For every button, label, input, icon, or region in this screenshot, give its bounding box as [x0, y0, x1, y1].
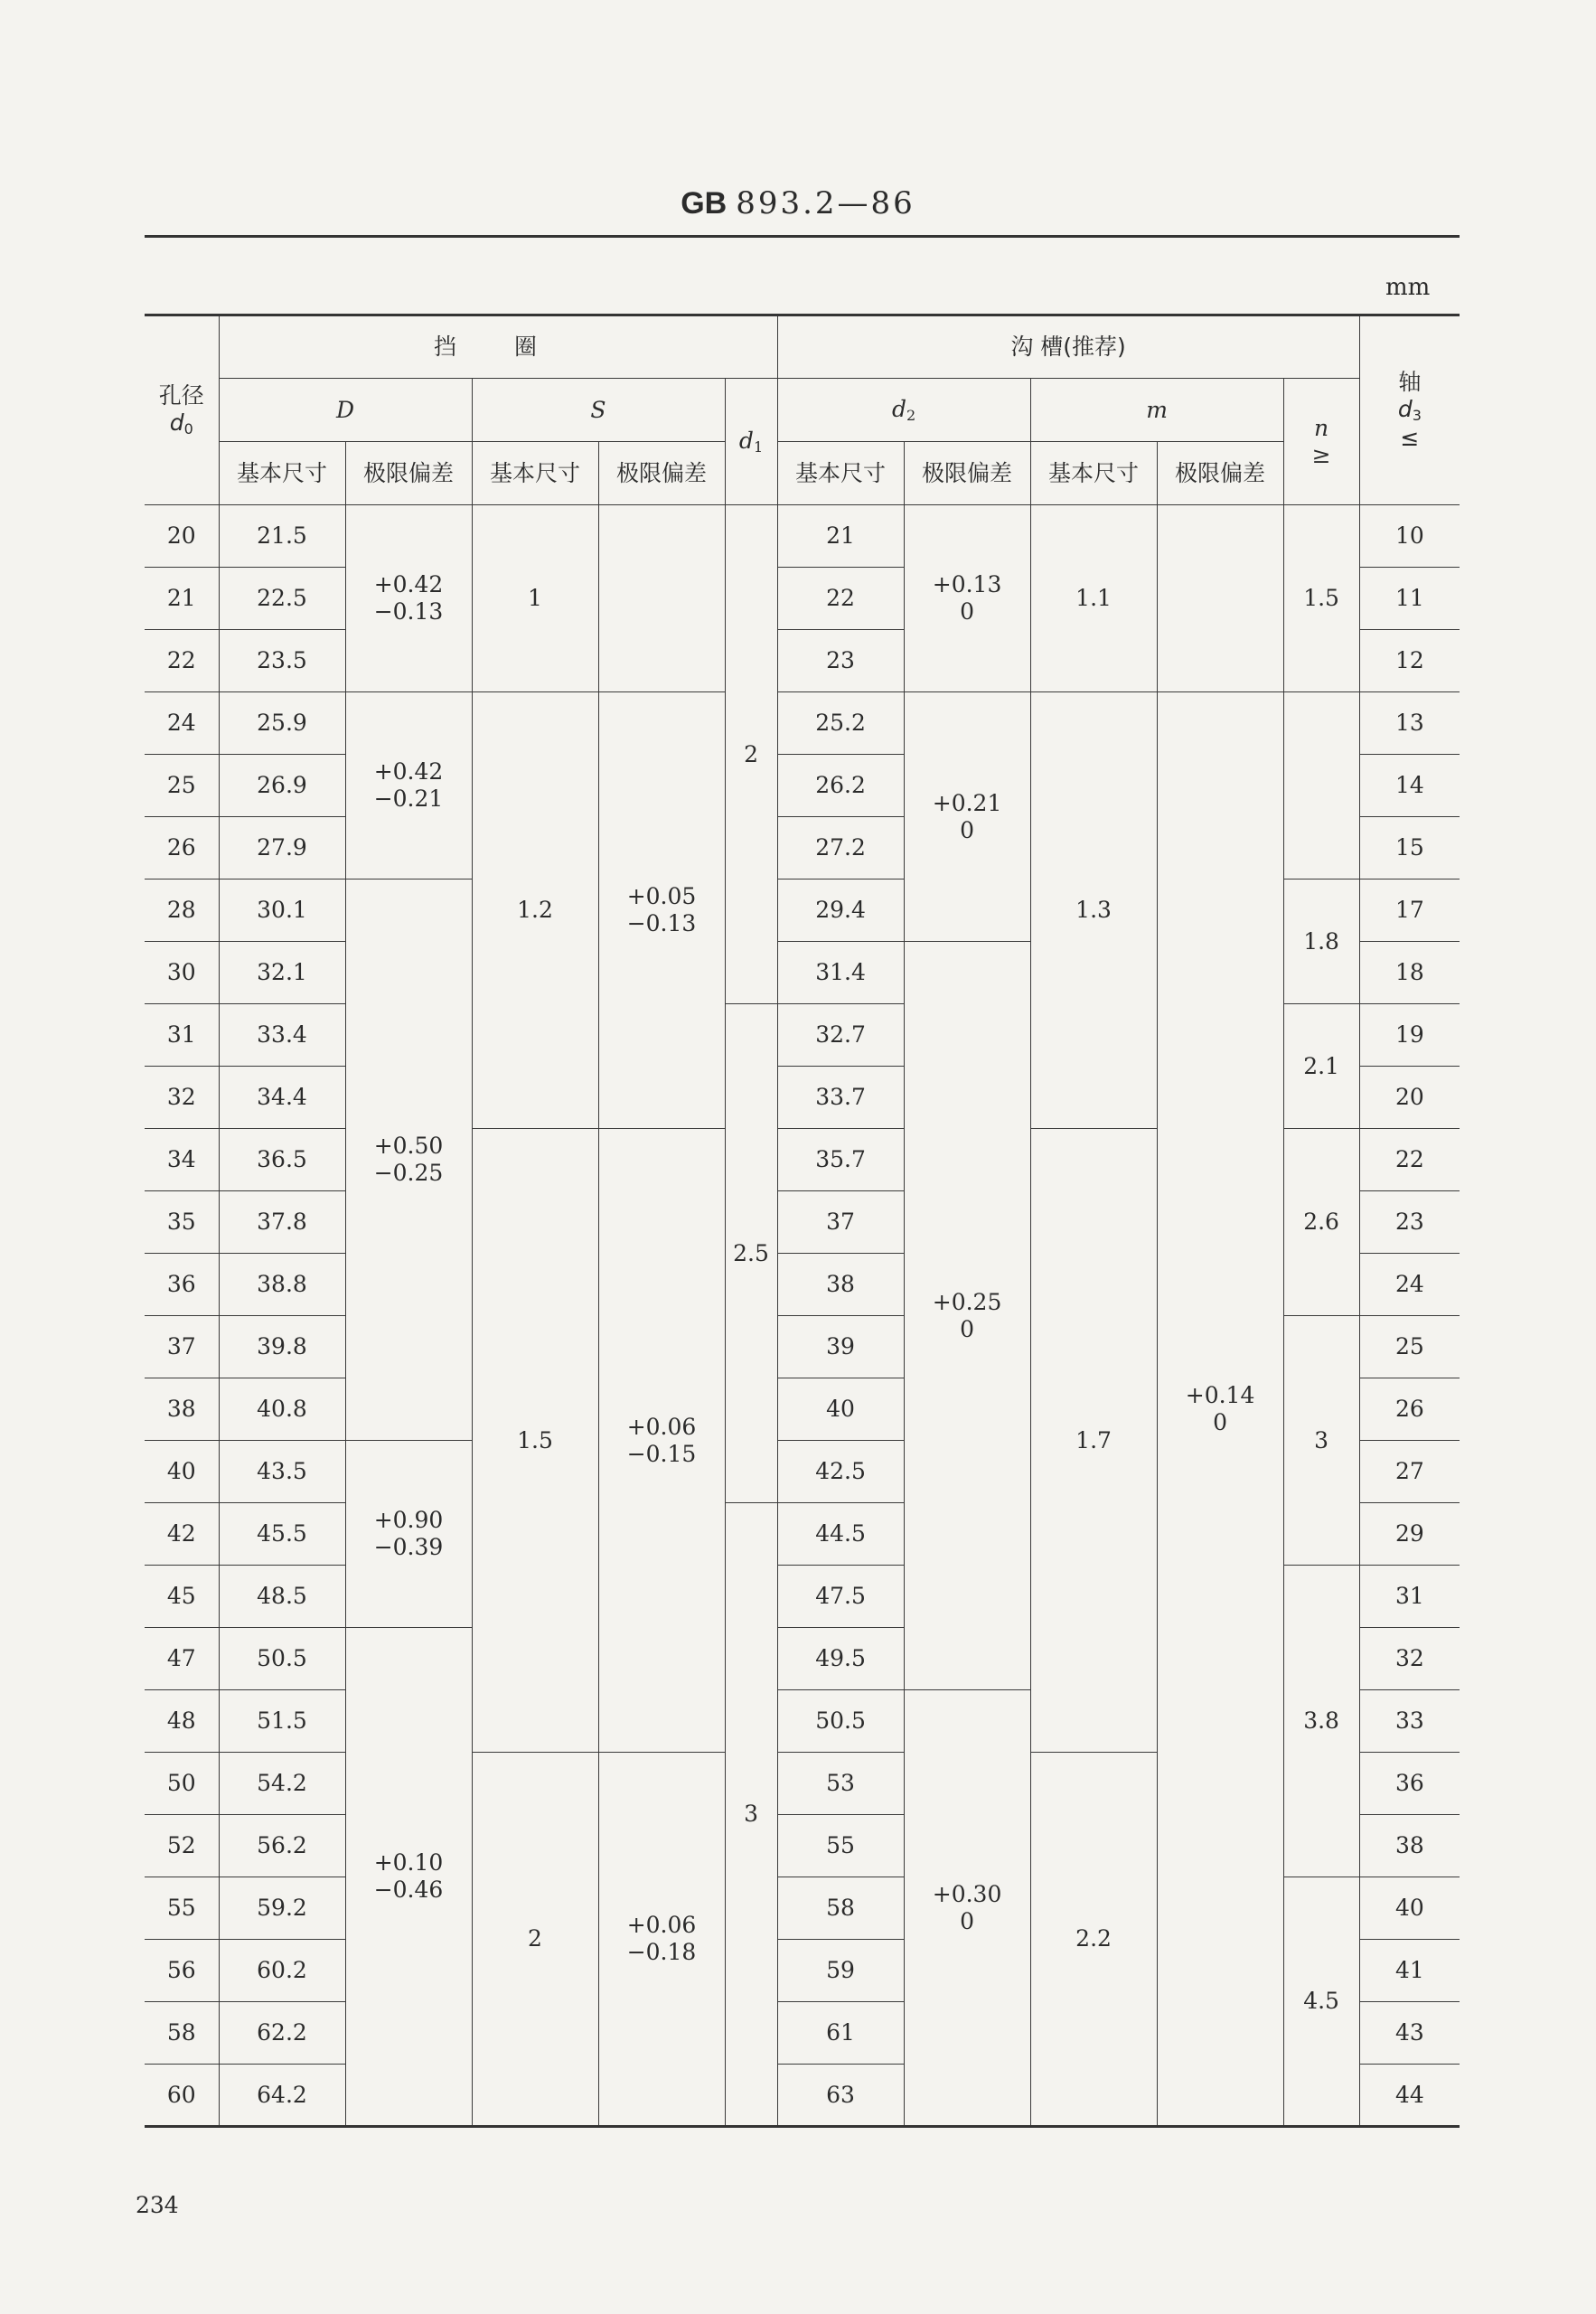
S-header: S: [472, 379, 725, 442]
tolerance-lower: −0.15: [626, 1440, 697, 1467]
shaft-diameter-cell: 14: [1359, 755, 1460, 817]
bore-diameter-cell: 20: [145, 505, 219, 568]
d1-symbol: d: [738, 427, 754, 454]
m-nominal-header: 基本尺寸: [1030, 442, 1157, 505]
d2-nominal-cell: 58: [777, 1877, 904, 1940]
shaft-diameter-cell: 12: [1359, 630, 1460, 692]
d2-nominal-cell: 42.5: [777, 1441, 904, 1503]
shaft-diameter-cell: 24: [1359, 1254, 1460, 1316]
bore-diameter-cell: 60: [145, 2065, 219, 2127]
header-row-1: [145, 315, 1460, 379]
shaft-diameter-cell: 27: [1359, 1441, 1460, 1503]
tolerance-upper: +0.90: [373, 1507, 444, 1533]
d2-nominal-cell: 38: [777, 1254, 904, 1316]
tolerance-upper: +0.14: [1185, 1381, 1255, 1408]
n-cell: 1.5: [1283, 505, 1359, 692]
n-cell: 2.6: [1283, 1129, 1359, 1316]
n-cell: 3: [1283, 1316, 1359, 1566]
tolerance-upper: +0.06: [626, 1413, 697, 1440]
d2-nominal-cell: 47.5: [777, 1566, 904, 1628]
bore-diameter-cell: 48: [145, 1690, 219, 1753]
d2-nominal-cell: 22: [777, 568, 904, 630]
m-nominal-cell: 1.3: [1030, 692, 1157, 1129]
shaft-subscript: 3: [1412, 407, 1422, 425]
bore-header: [145, 315, 219, 505]
bore-diameter-cell: 24: [145, 692, 219, 755]
tolerance-upper: +0.10: [373, 1849, 444, 1876]
m-nominal-cell: 1.1: [1030, 505, 1157, 692]
tolerance-upper: +0.25: [932, 1288, 1002, 1315]
D-tolerance-header: 极限偏差: [345, 442, 472, 505]
shaft-diameter-cell: 26: [1359, 1378, 1460, 1441]
tolerance-lower: −0.21: [373, 785, 444, 812]
tolerance-upper: +0.06: [626, 1912, 697, 1938]
n-condition: ≥: [1311, 441, 1331, 468]
n-cell: [1283, 692, 1359, 880]
bore-diameter-cell: 42: [145, 1503, 219, 1566]
d1-cell: 2.5: [725, 1004, 777, 1503]
m-tolerance-cell: [1157, 505, 1283, 692]
bore-diameter-cell: 45: [145, 1566, 219, 1628]
D-nominal-cell: 43.5: [219, 1441, 345, 1503]
d2-nominal-cell: 35.7: [777, 1129, 904, 1191]
tolerance-lower: 0: [960, 1907, 975, 1934]
D-nominal-cell: 32.1: [219, 942, 345, 1004]
shaft-diameter-cell: 10: [1359, 505, 1460, 568]
n-symbol: n: [1314, 414, 1329, 441]
d2-tolerance-header: 极限偏差: [904, 442, 1030, 505]
tolerance-lower: 0: [1213, 1408, 1228, 1435]
shaft-diameter-cell: 33: [1359, 1690, 1460, 1753]
D-nominal-cell: 62.2: [219, 2002, 345, 2065]
d2-nominal-cell: 59: [777, 1940, 904, 2002]
tolerance-upper: +0.21: [932, 789, 1002, 816]
tolerance-lower: 0: [960, 816, 975, 843]
tolerance-upper: +0.42: [373, 571, 444, 597]
d2-nominal-cell: 44.5: [777, 1503, 904, 1566]
bore-subscript: 0: [183, 420, 193, 438]
bore-diameter-cell: 26: [145, 817, 219, 880]
tolerance-lower: 0: [960, 598, 975, 625]
retainer-header: 挡 圈: [219, 315, 777, 379]
header-row-3: [145, 442, 1460, 505]
D-nominal-cell: 45.5: [219, 1503, 345, 1566]
header-row-2: [145, 379, 1460, 442]
standard-code: 893.2—86: [736, 185, 915, 221]
tolerance-upper: +0.50: [373, 1133, 444, 1159]
D-tolerance-cell: [345, 1441, 472, 1628]
shaft-diameter-cell: 41: [1359, 1940, 1460, 2002]
n-header: [1283, 379, 1359, 505]
shaft-header: [1359, 315, 1460, 505]
d2-nominal-cell: 26.2: [777, 755, 904, 817]
bore-diameter-cell: 38: [145, 1378, 219, 1441]
bore-diameter-cell: 40: [145, 1441, 219, 1503]
tolerance-lower: −0.46: [373, 1877, 444, 1903]
d2-nominal-cell: 61: [777, 2002, 904, 2065]
bore-diameter-cell: 22: [145, 630, 219, 692]
header-rule: [145, 235, 1460, 238]
shaft-diameter-cell: 20: [1359, 1067, 1460, 1129]
bore-diameter-cell: 56: [145, 1940, 219, 2002]
bore-diameter-cell: 55: [145, 1877, 219, 1940]
S-nominal-cell: 1.5: [472, 1129, 598, 1753]
shaft-diameter-cell: 36: [1359, 1753, 1460, 1815]
D-nominal-cell: 36.5: [219, 1129, 345, 1191]
d1-cell: 2: [725, 505, 777, 1004]
S-tolerance-cell: [598, 692, 725, 1129]
D-header: D: [219, 379, 472, 442]
d2-nominal-cell: 27.2: [777, 817, 904, 880]
bore-diameter-cell: 36: [145, 1254, 219, 1316]
D-nominal-cell: 60.2: [219, 1940, 345, 2002]
bore-diameter-cell: 58: [145, 2002, 219, 2065]
d2-nominal-cell: 23: [777, 630, 904, 692]
S-tolerance-cell: [598, 505, 725, 692]
D-nominal-cell: 23.5: [219, 630, 345, 692]
bore-diameter-cell: 35: [145, 1191, 219, 1254]
d2-tolerance-cell: [904, 692, 1030, 942]
groove-header: 沟 槽(推荐): [777, 315, 1359, 379]
shaft-diameter-cell: 17: [1359, 880, 1460, 942]
shaft-diameter-cell: 19: [1359, 1004, 1460, 1067]
table-body: [145, 315, 1460, 2127]
D-tolerance-cell: [345, 1628, 472, 2127]
D-nominal-cell: 59.2: [219, 1877, 345, 1940]
tolerance-upper: +0.42: [373, 758, 444, 785]
D-nominal-cell: 27.9: [219, 817, 345, 880]
tolerance-lower: 0: [960, 1315, 975, 1342]
D-nominal-cell: 56.2: [219, 1815, 345, 1877]
D-nominal-cell: 26.9: [219, 755, 345, 817]
bore-diameter-cell: 31: [145, 1004, 219, 1067]
shaft-condition: ≤: [1400, 424, 1420, 451]
shaft-diameter-cell: 31: [1359, 1566, 1460, 1628]
D-nominal-cell: 33.4: [219, 1004, 345, 1067]
shaft-diameter-cell: 23: [1359, 1191, 1460, 1254]
D-nominal-cell: 37.8: [219, 1191, 345, 1254]
D-nominal-cell: 38.8: [219, 1254, 345, 1316]
n-cell: 1.8: [1283, 880, 1359, 1004]
S-nominal-cell: 2: [472, 1753, 598, 2127]
D-nominal-cell: 64.2: [219, 2065, 345, 2127]
S-tolerance-header: 极限偏差: [598, 442, 725, 505]
shaft-title: 轴: [1398, 369, 1422, 396]
d1-cell: 3: [725, 1503, 777, 2127]
S-nominal-header: 基本尺寸: [472, 442, 598, 505]
bore-diameter-cell: 47: [145, 1628, 219, 1690]
retaining-ring-spec-table: [145, 314, 1460, 2128]
bore-symbol: d: [169, 409, 184, 437]
bore-diameter-cell: 32: [145, 1067, 219, 1129]
D-nominal-cell: 48.5: [219, 1566, 345, 1628]
D-nominal-cell: 25.9: [219, 692, 345, 755]
D-nominal-cell: 34.4: [219, 1067, 345, 1129]
d1-subscript: 1: [753, 437, 764, 456]
d2-tolerance-cell: [904, 1690, 1030, 2127]
table-row: [145, 692, 1460, 755]
S-tolerance-cell: [598, 1129, 725, 1753]
tolerance-lower: −0.25: [373, 1160, 444, 1186]
D-nominal-header: 基本尺寸: [219, 442, 345, 505]
d1-header: [725, 379, 777, 505]
D-tolerance-cell: [345, 505, 472, 692]
D-nominal-cell: 21.5: [219, 505, 345, 568]
d2-nominal-cell: 55: [777, 1815, 904, 1877]
m-nominal-cell: 2.2: [1030, 1753, 1157, 2127]
bore-diameter-cell: 34: [145, 1129, 219, 1191]
d2-nominal-cell: 53: [777, 1753, 904, 1815]
tolerance-lower: −0.13: [626, 910, 697, 936]
page-header: [0, 185, 1596, 221]
shaft-diameter-cell: 15: [1359, 817, 1460, 880]
d2-header: [777, 379, 1030, 442]
d2-nominal-cell: 31.4: [777, 942, 904, 1004]
bore-diameter-cell: 30: [145, 942, 219, 1004]
shaft-diameter-cell: 32: [1359, 1628, 1460, 1690]
d2-nominal-cell: 25.2: [777, 692, 904, 755]
d2-nominal-cell: 32.7: [777, 1004, 904, 1067]
d2-symbol: d: [891, 395, 906, 422]
D-nominal-cell: 22.5: [219, 568, 345, 630]
bore-diameter-cell: 21: [145, 568, 219, 630]
S-nominal-cell: 1: [472, 505, 598, 692]
bore-diameter-cell: 37: [145, 1316, 219, 1378]
shaft-diameter-cell: 40: [1359, 1877, 1460, 1940]
tolerance-lower: −0.18: [626, 1939, 697, 1965]
tolerance-lower: −0.39: [373, 1534, 444, 1560]
d2-nominal-cell: 63: [777, 2065, 904, 2127]
page-number: 234: [136, 2192, 179, 2218]
shaft-symbol: d: [1397, 396, 1413, 423]
D-nominal-cell: 50.5: [219, 1628, 345, 1690]
d2-nominal-cell: 49.5: [777, 1628, 904, 1690]
shaft-diameter-cell: 44: [1359, 2065, 1460, 2127]
S-tolerance-cell: [598, 1753, 725, 2127]
bore-diameter-cell: 28: [145, 880, 219, 942]
bore-diameter-cell: 25: [145, 755, 219, 817]
d2-nominal-cell: 33.7: [777, 1067, 904, 1129]
D-tolerance-cell: [345, 692, 472, 880]
D-nominal-cell: 40.8: [219, 1378, 345, 1441]
shaft-diameter-cell: 13: [1359, 692, 1460, 755]
d2-subscript: 2: [906, 406, 916, 424]
tolerance-lower: −0.13: [373, 598, 444, 625]
shaft-diameter-cell: 29: [1359, 1503, 1460, 1566]
shaft-diameter-cell: 11: [1359, 568, 1460, 630]
d2-nominal-cell: 50.5: [777, 1690, 904, 1753]
unit-label: mm: [1385, 274, 1431, 301]
shaft-diameter-cell: 43: [1359, 2002, 1460, 2065]
d2-nominal-cell: 39: [777, 1316, 904, 1378]
D-nominal-cell: 30.1: [219, 880, 345, 942]
D-nominal-cell: 51.5: [219, 1690, 345, 1753]
m-tolerance-cell: [1157, 692, 1283, 2127]
bore-diameter-cell: 52: [145, 1815, 219, 1877]
m-nominal-cell: 1.7: [1030, 1129, 1157, 1753]
shaft-diameter-cell: 22: [1359, 1129, 1460, 1191]
m-header: m: [1030, 379, 1283, 442]
n-cell: 2.1: [1283, 1004, 1359, 1129]
tolerance-upper: +0.13: [932, 571, 1002, 597]
S-nominal-cell: 1.2: [472, 692, 598, 1129]
D-nominal-cell: 54.2: [219, 1753, 345, 1815]
d2-nominal-cell: 21: [777, 505, 904, 568]
d2-nominal-cell: 40: [777, 1378, 904, 1441]
m-tolerance-header: 极限偏差: [1157, 442, 1283, 505]
shaft-diameter-cell: 25: [1359, 1316, 1460, 1378]
D-nominal-cell: 39.8: [219, 1316, 345, 1378]
d2-nominal-cell: 29.4: [777, 880, 904, 942]
d2-tolerance-cell: [904, 942, 1030, 1690]
bore-title: 孔径: [158, 382, 204, 409]
d2-nominal-cell: 37: [777, 1191, 904, 1254]
n-cell: 4.5: [1283, 1877, 1359, 2127]
n-cell: 3.8: [1283, 1566, 1359, 1877]
tolerance-upper: +0.30: [932, 1880, 1002, 1907]
standard-prefix: GB: [681, 186, 728, 221]
d2-nominal-header: 基本尺寸: [777, 442, 904, 505]
tolerance-upper: +0.05: [626, 883, 697, 909]
D-tolerance-cell: [345, 880, 472, 1441]
shaft-diameter-cell: 18: [1359, 942, 1460, 1004]
table-row: [145, 505, 1460, 568]
shaft-diameter-cell: 38: [1359, 1815, 1460, 1877]
d2-tolerance-cell: [904, 505, 1030, 692]
bore-diameter-cell: 50: [145, 1753, 219, 1815]
